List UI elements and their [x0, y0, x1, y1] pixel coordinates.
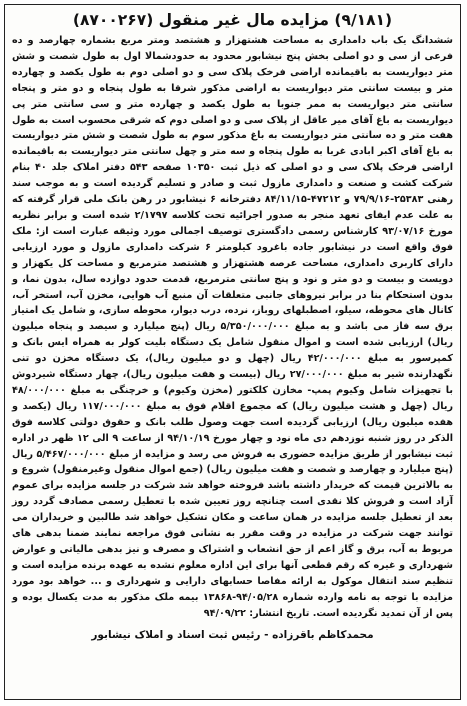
notice-title: (۹/۱۸۱) مزایده مال غیر منقول (۸۷۰۰۲۶۷) — [72, 11, 393, 29]
notice-signature: محمدکاظم باقرزاده - رئیس ثبت اسناد و املاک نیشابور — [91, 628, 374, 641]
auction-notice — [4, 4, 461, 700]
notice-body: ششدانگ یک باب دامداری به مساحت هشتهزار و هشتصد ومتر مربع بشماره چهارصد و ده فرعی از سی و دو اصلی بخش پنج نیشابور محدود به حدودشمالا اول به طول شصت و شش متر دیواریست به باقیمانده اراضی فرخک پلاک سی و دو اصلی دوم به طول یکصد و چهارده متر و بیست سانتی متر دیواریست به اراضی مذکور شرقا به طول پنجاه و دو متر و پنجاه سانتی متر دیواریست به ممر جنوبا به طول یکصد و چهارده متر و سی سانتی متر پی دیواریست به باغ آقای میر عاقل از پلاک سی و دو اصلی دوم که شرقی محسوب است به طول هفت متر و ده سانتی متر دیواریست به باغ مذکور سوم به طول شصت و شش متر دیواریست به باغ آقای اکبر ابادی غربا به طول پنجاه و سه متر و چهل سانتی متر دیواریست به باقیمانده اراضی فرخک پلاک سی و دو اصلی که ذیل ثبت ۱۰۳۵۰ صفحه ۵۴۳ دفتر املاک جلد ۴۰ بنام شرکت کشت و صنعت و دامداری مازول ثبت و صادر و تسلیم گردیده است و به موجب سند رهنی ۲۵۳۸۳-۷۹/۹/۱۶ و ۴۷۲۱۲-۸۴/۱۱/۱۵ دفترخانه ۶ نیشابور در رهن بانک ملی قرار گرفته که به علت عدم ایفای تعهد منجر به صدور اجرائیه تحت کلاسه ۲/۱۷۹۷ شده است و برابر نظریه مورخ ۹۳/۰۷/۱۶ کارشناس رسمی دادگستری توصیف اجمالی مورد وثیقه عبارت است از: ملک فوق واقع است در نیشابور جاده باغرود کیلومتر ۶ شرکت دامداری مازول و مورد ارزیابی دارای کاربری دامداری، مساحت عرصه هشتهزار و هشتصد مترمربع و مساحت کل یکهزار و دویست و بیست و دو متر و نود و پنج سانتی مترمربع، قدمت حدود دوازده سال، بدون نما، و بدون استحکام بنا در برابر نیروهای جانبی متعلقات آن منبع آب هوایی، مخزن آب، استخر آب، کانال های محوطه، سیلو، اصطبلهای روباز، نرده، درب دیوار، محوطه سازی، و شامل یک امتیاز برق سه فاز می باشد و به مبلغ ۵/۳۵۰/۰۰۰/۰۰۰ ریال (پنج میلیارد و سیصد و پنجاه میلیون ریال) ارزیابی شده است و اموال منقول شامل یک دستگاه بلیت کولر به همراه ایس بانک و کمپرسور به مبلغ ۴۲/۰۰۰/۰۰۰ ریال (چهل و دو میلیون ریال)، یک دستگاه مخزن دو تنی نگهدارنده شیر به مبلغ ۲۷/۰۰۰/۰۰۰ ریال (بیست و هفت میلیون ریال)، چهار دستگاه شیردوش با تجهیزات شامل وکیوم پمپ- مخازن کلکتور (مخزن وکیوم) و خرچنگی به مبلغ ۴۸/۰۰۰/۰۰۰ ریال (چهل و هشت میلیون ریال) که مجموع اقلام فوق به مبلغ ۱۱۷/۰۰۰/۰۰۰ ریال (یکصد و هفده میلیون ریال) ارزیابی گردیده است جهت وصول طلب بانک و حقوق دولتی کلاسه فوق الذکر در روز شنبه نوزدهم دی ماه نود و چهار مورخ ۹۴/۱۰/۱۹ از ساعت ۹ الی ۱۲ ظهر در اداره ثبت نیشابور از طریق مزایده حضوری به فروش می رسد و مزایده از مبلغ ۵/۴۶۷/۰۰۰/۰۰۰ ریال (پنج میلیارد و چهارصد و شصت و هفت میلیون ریال) (جمع اموال منقول وغیرمنقول) شروع و به بالاترین قیمت که خریدار داشته باشد فروخته خواهد شد شرکت در جلسه مزایده برای عموم آزاد است و فروش کلا نقدی است چنانچه روز تعیین شده با تعطیل رسمی مصادف گردد روز بعد از تعطیل جلسه مزایده در همان ساعت و مکان تشکیل خواهد شد طالبین و خریداران می توانند جهت شرکت در مزایده در وقت مقرر به نشانی فوق مراجعه نمایند ضمنا بدهی های مربوط به آب، برق و گاز اعم از حق انشعاب و اشتراک و مصرف و نیز بدهی مالیاتی و عوارض شهرداری و غیره که رقم قطعی آنها برای این اداره معلوم نشده به عهده برنده مزایده است و تنظیم سند انتقال موکول به ارائه مفاصا حسابهای دارایی و شهرداری و ... خواهد بود مورد مزایده با توجه به نامه وارده شماره ۹۴/۰۵/۲۸-۱۳۸۶۸ بیمه ملک مذکور به مدت یکسال بوده و پس از آن تمدید نگردیده است. تاریخ انتشار: ۹۴/۰۹/۲۲ — [12, 35, 454, 619]
